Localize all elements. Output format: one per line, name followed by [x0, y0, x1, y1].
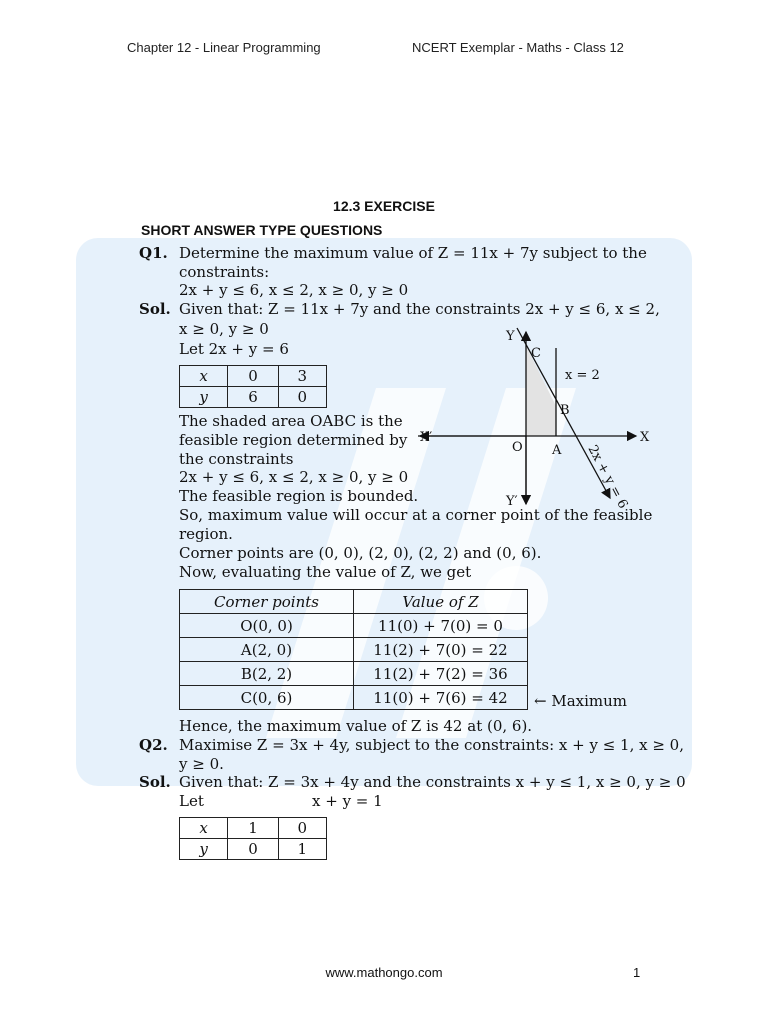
table-row [180, 686, 528, 710]
sol1-para-1: The shaded area OABC is the [179, 412, 403, 430]
q1-label: Q1. [139, 244, 168, 262]
q2-label: Q2. [139, 736, 168, 754]
label-point-a: A [552, 443, 562, 458]
label-x-left: X′ [420, 430, 433, 445]
sol2-let-equation: x + y = 1 [312, 792, 383, 810]
table-cell: y [180, 839, 228, 860]
sol1-para-5: The feasible region is bounded. [179, 487, 419, 505]
maximum-note: ← Maximum [534, 692, 628, 710]
table-cell: A(2, 0) [180, 638, 354, 662]
label-y-top: Y [506, 329, 515, 344]
label-point-b: B [560, 403, 570, 418]
sol1-para-3: the constraints [179, 450, 294, 468]
table-cell: x [180, 818, 228, 839]
sol1-para-7: region. [179, 525, 233, 543]
section-title: 12.3 EXERCISE [333, 198, 435, 214]
label-point-c: C [531, 346, 541, 361]
q2-line1: Maximise Z = 3x + 4y, subject to the constraints: x + y ≤ 1, x ≥ 0, [179, 736, 684, 754]
label-x-equals-2: x = 2 [565, 368, 600, 383]
sol1-para-6: So, maximum value will occur at a corner point of the feasible [179, 506, 653, 524]
table-cell: 0 [278, 387, 326, 408]
feasible-region-graph [400, 320, 670, 515]
subsection-title: SHORT ANSWER TYPE QUESTIONS [141, 222, 383, 238]
table-row [180, 662, 528, 686]
label-origin: O [512, 440, 523, 455]
sol2-line1: Given that: Z = 3x + 4y and the constraints x + y ≤ 1, x ≥ 0, y ≥ 0 [179, 773, 686, 791]
sol1-para-9: Now, evaluating the value of Z, we get [179, 563, 472, 581]
table-row [180, 614, 528, 638]
table-cell: 0 [228, 366, 278, 387]
table-cell: 0 [228, 839, 278, 860]
header-chapter: Chapter 12 - Linear Programming [127, 40, 321, 55]
page-number: 1 [633, 965, 641, 980]
sol1-value-table [179, 365, 327, 408]
sol1-para-8: Corner points are (0, 0), (2, 0), (2, 2) and (0, 6). [179, 544, 542, 562]
table-cell: 11(2) + 7(0) = 22 [354, 638, 528, 662]
label-2x-plus-y-equals-6: 2x + y = 6 [584, 442, 631, 512]
table-header: Corner points [180, 590, 354, 614]
sol2-label: Sol. [139, 773, 171, 791]
table-cell: O(0, 0) [180, 614, 354, 638]
sol1-para-2: feasible region determined by [179, 431, 408, 449]
table-cell: x [180, 366, 228, 387]
table-cell: 11(0) + 7(6) = 42 [354, 686, 528, 710]
sol1-line2: x ≥ 0, y ≥ 0 [179, 320, 269, 338]
label-y-bottom: Y′ [506, 494, 518, 509]
q1-line2: constraints: [179, 263, 270, 281]
header-book: NCERT Exemplar - Maths - Class 12 [412, 40, 624, 55]
table-cell: 6 [228, 387, 278, 408]
table-cell: 3 [278, 366, 326, 387]
q1-line1: Determine the maximum value of Z = 11x + 7y subject to the [179, 244, 647, 262]
table-row [180, 638, 528, 662]
table-cell: C(0, 6) [180, 686, 354, 710]
corner-points-table [179, 589, 528, 710]
table-cell: 11(2) + 7(2) = 36 [354, 662, 528, 686]
sol1-conclusion: Hence, the maximum value of Z is 42 at (0, 6). [179, 717, 533, 735]
sol1-line3: Let 2x + y = 6 [179, 340, 289, 358]
label-x-right: X [640, 430, 650, 445]
table-cell: B(2, 2) [180, 662, 354, 686]
q2-line2: y ≥ 0. [179, 755, 224, 773]
sol2-value-table [179, 817, 327, 860]
footer-url[interactable]: www.mathongo.com [325, 965, 443, 980]
table-cell: 1 [228, 818, 278, 839]
table-cell: y [180, 387, 228, 408]
table-cell: 1 [278, 839, 326, 860]
table-header: Value of Z [354, 590, 528, 614]
table-cell: 0 [278, 818, 326, 839]
sol1-para-4: 2x + y ≤ 6, x ≤ 2, x ≥ 0, y ≥ 0 [179, 468, 409, 486]
sol1-line1: Given that: Z = 11x + 7y and the constraints 2x + y ≤ 6, x ≤ 2, [179, 300, 660, 318]
table-cell: 11(0) + 7(0) = 0 [354, 614, 528, 638]
sol2-let-word: Let [179, 792, 204, 810]
q1-line3: 2x + y ≤ 6, x ≤ 2, x ≥ 0, y ≥ 0 [179, 281, 409, 299]
sol1-label: Sol. [139, 300, 171, 318]
